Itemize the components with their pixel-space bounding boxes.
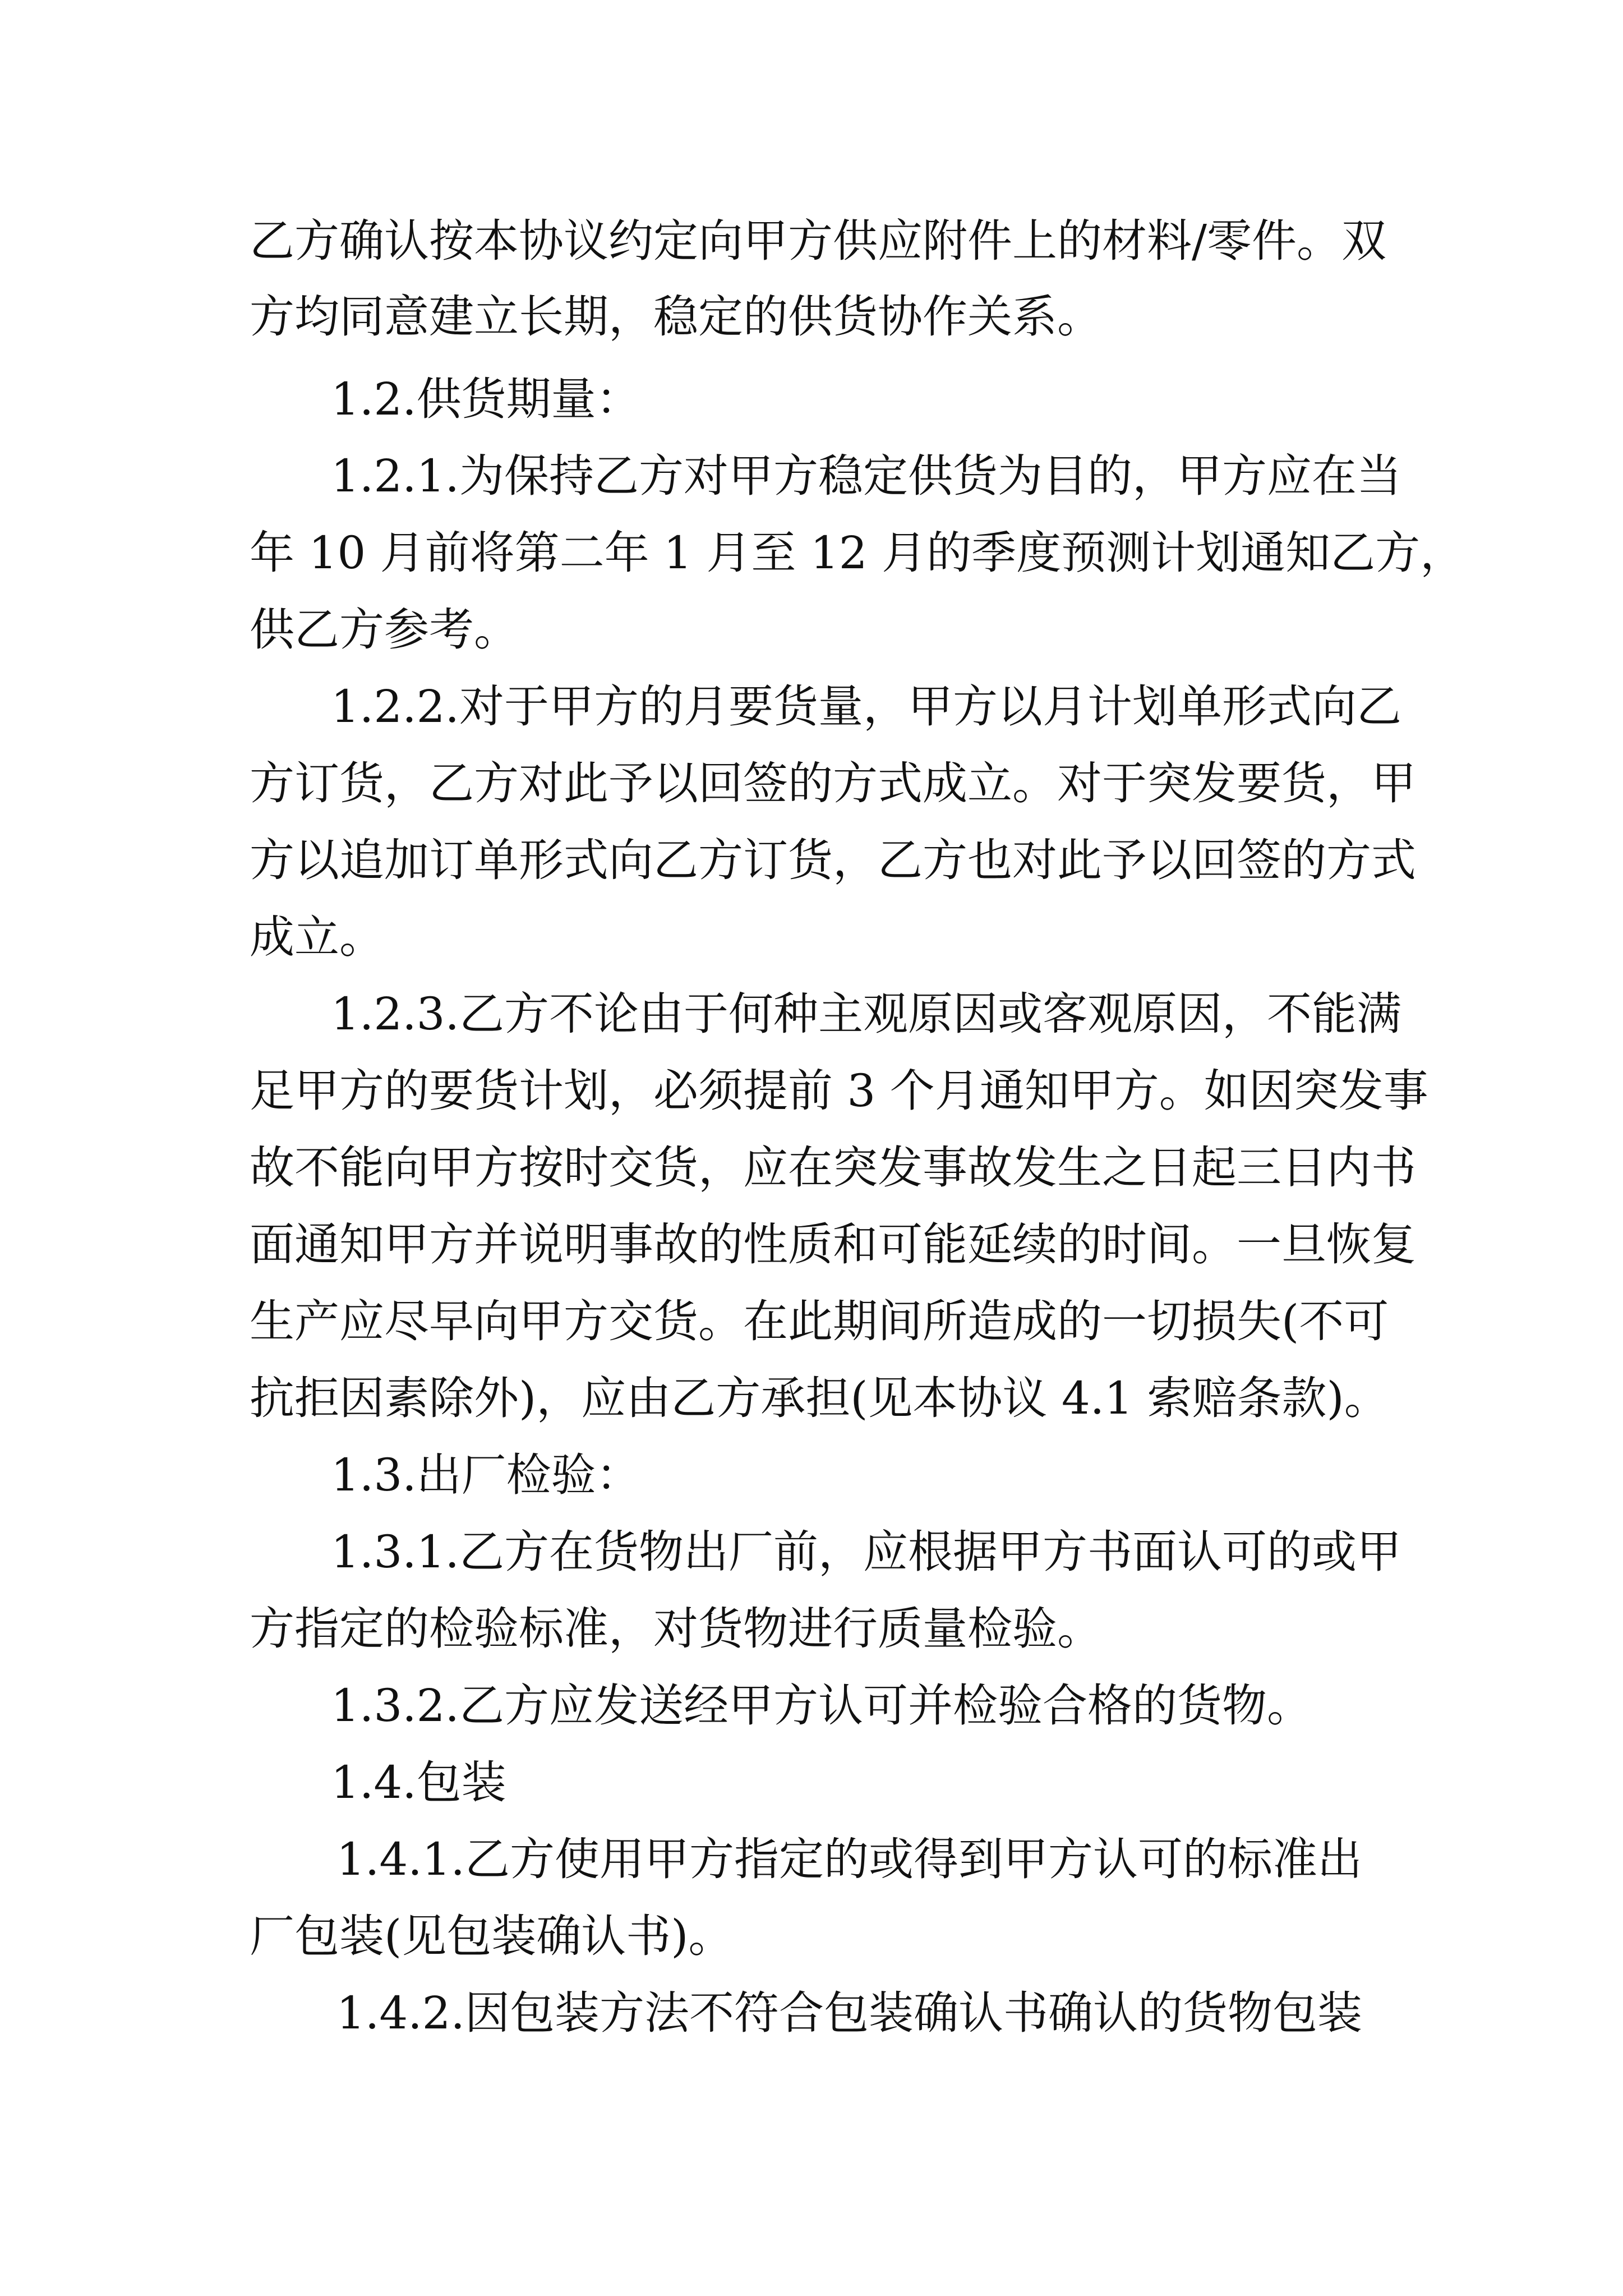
text-line: 方均同意建立长期，稳定的供货协作关系。 xyxy=(250,291,1102,343)
text-line: 1.2.1.为保持乙方对甲方稳定供货为目的，甲方应在当 xyxy=(331,450,1401,502)
section-heading: 1.4.包装 xyxy=(331,1756,506,1809)
text-line: 面通知甲方并说明事故的性质和可能延续的时间。一旦恢复 xyxy=(250,1218,1416,1271)
text-line: 年 10 月前将第二年 1 月至 12 月的季度预测计划通知乙方， xyxy=(250,527,1465,579)
section-heading: 1.3.出厂检验： xyxy=(331,1449,641,1501)
text-line: 1.4.2.因包装方法不符合包装确认书确认的货物包装 xyxy=(336,1987,1362,2039)
text-line: 成立。 xyxy=(250,911,384,963)
text-line: 1.4.1.乙方使用甲方指定的或得到甲方认可的标准出 xyxy=(336,1833,1362,1885)
text-line: 厂包装(见包装确认书)。 xyxy=(250,1910,734,1962)
text-line: 1.2.3.乙方不论由于何种主观原因或客观原因，不能满 xyxy=(331,988,1401,1040)
text-line: 供乙方参考。 xyxy=(250,604,519,656)
text-line: 方指定的检验标准，对货物进行质量检验。 xyxy=(250,1603,1102,1655)
text-line: 方以追加订单形式向乙方订货，乙方也对此予以回签的方式 xyxy=(250,834,1416,886)
text-line: 方订货，乙方对此予以回签的方式成立。对于突发要货，甲 xyxy=(250,757,1416,809)
text-line: 抗拒因素除外)，应由乙方承担(见本协议 4.1 索赔条款)。 xyxy=(250,1372,1389,1424)
text-line: 1.3.2.乙方应发送经甲方认可并检验合格的货物。 xyxy=(331,1680,1312,1732)
text-line: 足甲方的要货计划，必须提前 3 个月通知甲方。如因突发事 xyxy=(250,1065,1428,1117)
text-line: 故不能向甲方按时交货，应在突发事故发生之日起三日内书 xyxy=(250,1142,1416,1194)
text-line: 1.3.1.乙方在货物出厂前，应根据甲方书面认可的或甲 xyxy=(331,1526,1401,1578)
text-line: 1.2.2.对于甲方的月要货量，甲方以月计划单形式向乙 xyxy=(331,680,1401,733)
text-line: 乙方确认按本协议约定向甲方供应附件上的材料/零件。双 xyxy=(250,215,1386,267)
text-line: 生产应尽早向甲方交货。在此期间所造成的一切损失(不可 xyxy=(250,1295,1389,1347)
section-heading: 1.2.供货期量： xyxy=(331,373,641,425)
